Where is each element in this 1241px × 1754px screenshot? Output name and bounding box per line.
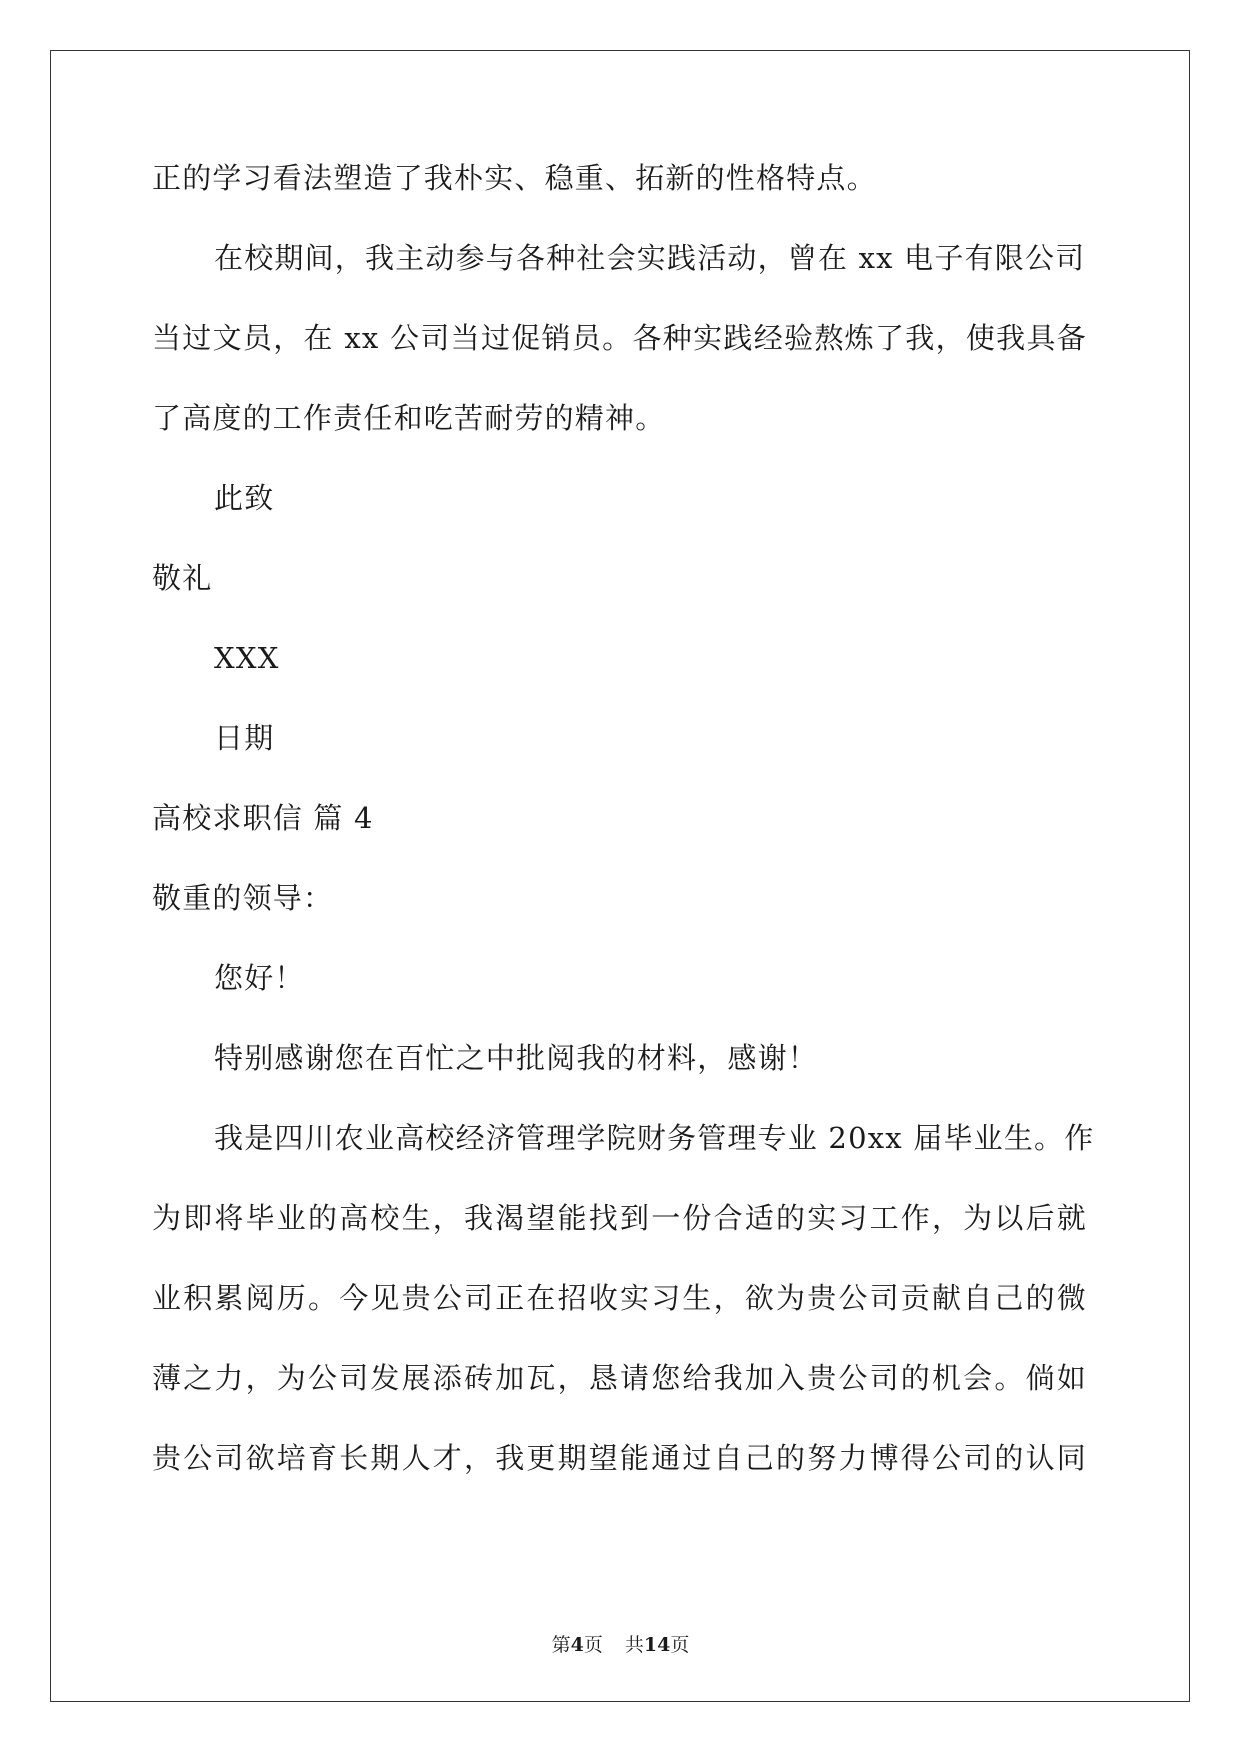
page-suffix: 页 xyxy=(583,1634,603,1656)
paragraph-line: 贵公司欲培育长期人才，我更期望能通过自己的努力博得公司的认同 xyxy=(152,1441,1087,1475)
paragraph-line: 当过文员，在 xx 公司当过促销员。各种实践经验熬炼了我，使我具备 xyxy=(152,321,1087,355)
letter-greeting: 敬重的领导： xyxy=(152,881,334,915)
paragraph-line: 我是四川农业高校经济管理学院财务管理专业 20xx 届毕业生。作 xyxy=(214,1121,1095,1155)
paragraph-line: 业积累阅历。今见贵公司正在招收实习生，欲为贵公司贡献自己的微 xyxy=(152,1281,1087,1315)
current-page-number: 4 xyxy=(570,1634,584,1656)
total-suffix: 页 xyxy=(670,1634,690,1656)
page-prefix: 第 xyxy=(551,1634,571,1656)
page-footer xyxy=(0,1630,1241,1657)
paragraph-line: 特别感谢您在百忙之中批阅我的材料，感谢！ xyxy=(214,1041,819,1075)
closing-salutation: 此致 xyxy=(214,481,275,515)
signature-name: XXX xyxy=(214,641,280,675)
paragraph-line: 在校期间，我主动参与各种社会实践活动，曾在 xx 电子有限公司 xyxy=(214,241,1086,275)
paragraph-line: 为即将毕业的高校生，我渴望能找到一份合适的实习工作，为以后就 xyxy=(152,1201,1087,1235)
paragraph-line: 薄之力，为公司发展添砖加瓦，恳请您给我加入贵公司的机会。倘如 xyxy=(152,1361,1087,1395)
total-page-number: 14 xyxy=(643,1634,671,1656)
paragraph-line: 正的学习看法塑造了我朴实、稳重、拓新的性格特点。 xyxy=(152,161,877,195)
signature-date: 日期 xyxy=(214,721,275,755)
paragraph-line: 了高度的工作责任和吃苦耐劳的精神。 xyxy=(152,401,666,435)
total-prefix: 共 xyxy=(624,1634,644,1656)
closing-regards: 敬礼 xyxy=(152,561,213,595)
section-heading: 高校求职信 篇 4 xyxy=(152,801,374,835)
letter-hello: 您好！ xyxy=(214,961,305,995)
